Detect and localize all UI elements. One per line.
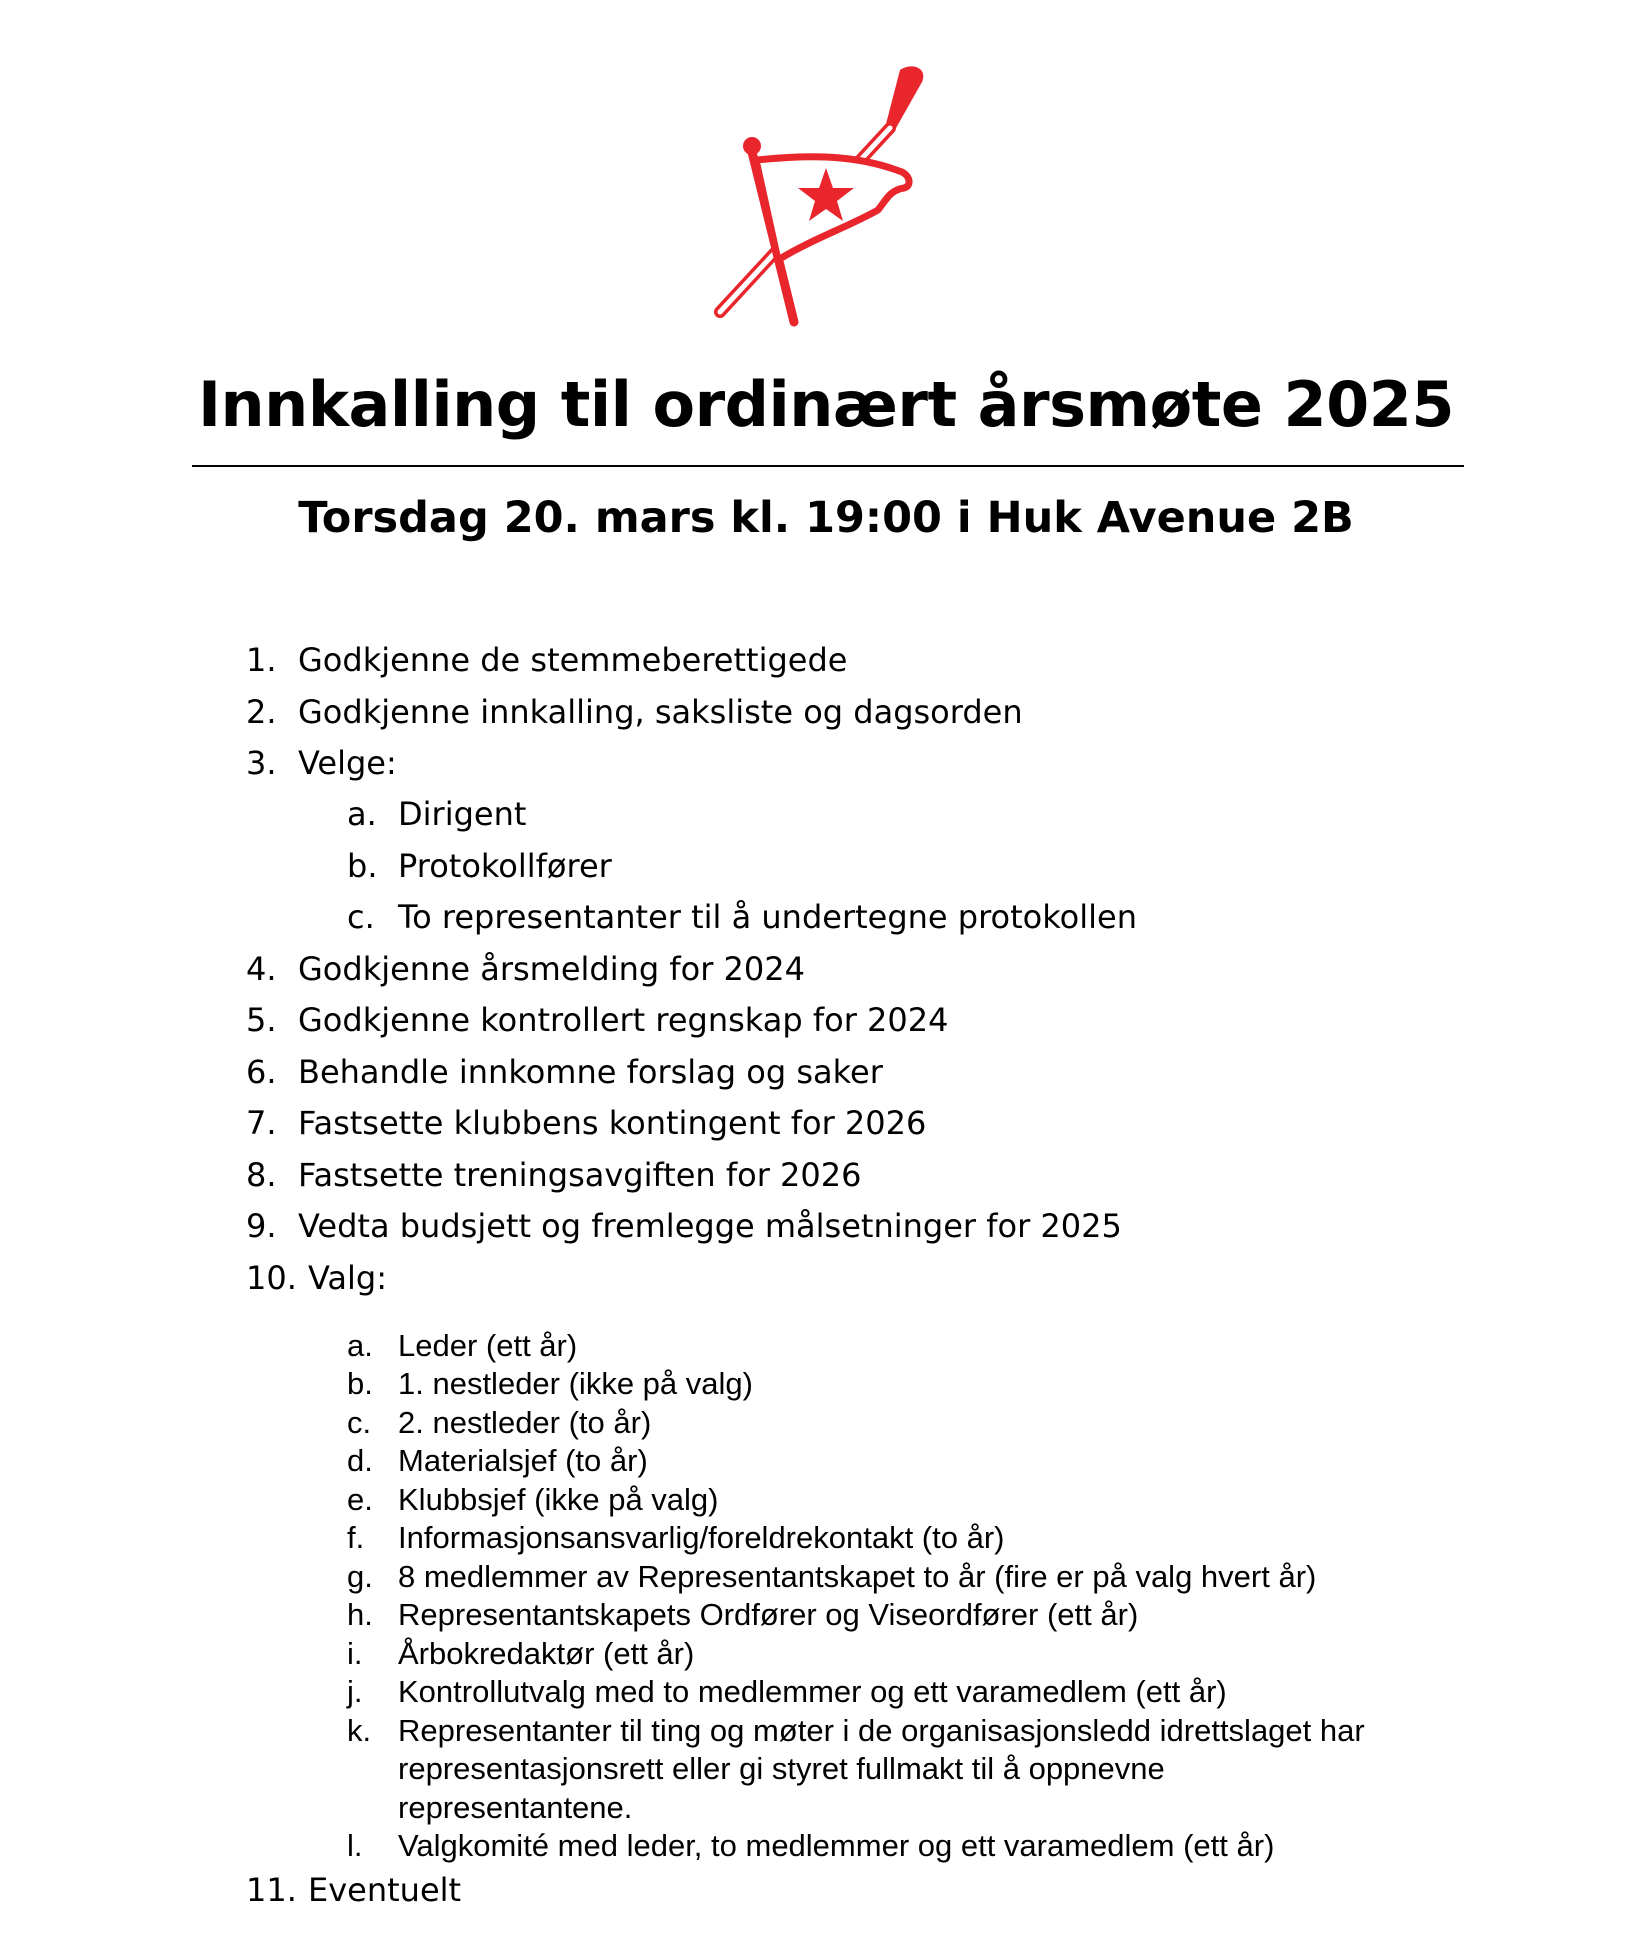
agenda-subitem-letter: a. [347, 795, 377, 833]
valg-subitem-letter: h. [347, 1597, 373, 1632]
valg-subitem-text: Årbokredaktør (ett år) [398, 1636, 695, 1671]
agenda-subitem-letter: c. [347, 898, 375, 936]
valg-subitem-text: Leder (ett år) [398, 1328, 578, 1363]
agenda-item-number: 9. [246, 1207, 277, 1245]
pennant-flag-icon [756, 157, 909, 260]
valg-subitem-letter: j. [347, 1674, 363, 1709]
agenda-item-text: Fastsette klubbens kontingent for 2026 [298, 1104, 927, 1142]
agenda-item-number: 5. [246, 1001, 277, 1039]
agenda-item-number: 11. [246, 1871, 297, 1909]
valg-subitem-letter: l. [347, 1828, 363, 1863]
agenda-item-number: 2. [246, 693, 277, 731]
agenda-item-text: Godkjenne kontrollert regnskap for 2024 [298, 1001, 949, 1039]
valg-subitem-text-line: representantene. [398, 1790, 633, 1825]
valg-subitem-text: 1. nestleder (ikke på valg) [398, 1366, 753, 1401]
valg-subitem-letter: b. [347, 1366, 373, 1401]
agenda-subitem-text: Dirigent [398, 795, 527, 833]
valg-subitem-text: Kontrollutvalg med to medlemmer og ett varamedlem (ett år) [398, 1674, 1227, 1709]
valg-subitem-text: 2. nestleder (to år) [398, 1405, 652, 1440]
agenda-item-text: Fastsette treningsavgiften for 2026 [298, 1156, 862, 1194]
valg-subitem-text: Valgkomité med leder, to medlemmer og ett varamedlem (ett år) [398, 1828, 1275, 1863]
valg-subitem-letter: c. [347, 1405, 372, 1440]
agenda-item-number: 4. [246, 950, 277, 988]
valg-subitem-letter: k. [347, 1713, 372, 1748]
valg-subitem-text: Informasjonsansvarlig/foreldrekontakt (to år) [398, 1520, 1005, 1555]
valg-subitem-text: Materialsjef (to år) [398, 1443, 648, 1478]
meeting-date-location: Torsdag 20. mars kl. 19:00 i Huk Avenue 2B [298, 493, 1354, 543]
agenda-item-number: 6. [246, 1053, 277, 1091]
valg-subitem-letter: e. [347, 1482, 373, 1517]
valg-subitem-text: 8 medlemmer av Representantskapet to år (fire er på valg hvert år) [398, 1559, 1317, 1594]
agenda-item-text: Eventuelt [308, 1871, 462, 1909]
agenda-item-text: Velge: [298, 744, 397, 782]
agenda-item-number: 3. [246, 744, 277, 782]
valg-subitem-text: Klubbsjef (ikke på valg) [398, 1482, 719, 1517]
valg-subitem-text-line: Representanter til ting og møter i de organisasjonsledd idrettslaget har [398, 1713, 1365, 1748]
valg-subitem-letter: f. [347, 1520, 365, 1555]
agenda-item-number: 8. [246, 1156, 277, 1194]
agenda-subitem-letter: b. [347, 847, 378, 885]
club-logo [690, 60, 970, 335]
title-divider [192, 465, 1464, 467]
agenda-item-number: 10. [246, 1259, 297, 1297]
valg-subitem-letter: a. [347, 1328, 373, 1363]
valg-subitem-letter: g. [347, 1559, 373, 1594]
agenda-item-text: Valg: [308, 1259, 387, 1297]
agenda-subitem-text: To representanter til å undertegne protokollen [398, 898, 1137, 936]
valg-subitem-letter: i. [347, 1636, 363, 1671]
valg-subitem-letter: d. [347, 1443, 373, 1478]
agenda-item-number: 7. [246, 1104, 277, 1142]
agenda-subitem-text: Protokollfører [398, 847, 612, 885]
page-title: Innkalling til ordinært årsmøte 2025 [197, 368, 1455, 441]
agenda-item-text: Godkjenne årsmelding for 2024 [298, 950, 805, 988]
agenda-item-text: Godkjenne innkalling, saksliste og dagsorden [298, 693, 1023, 731]
agenda-item-text: Vedta budsjett og fremlegge målsetninger for 2025 [298, 1207, 1122, 1245]
agenda-item-text: Behandle innkomne forslag og saker [298, 1053, 883, 1091]
agenda-item-text: Godkjenne de stemmeberettigede [298, 641, 848, 679]
valg-subitem-text-line: representasjonsrett eller gi styret fullmakt til å oppnevne [398, 1751, 1165, 1786]
agenda-item-number: 1. [246, 641, 277, 679]
valg-subitem-text: Representantskapets Ordfører og Viseordfører (ett år) [398, 1597, 1139, 1632]
